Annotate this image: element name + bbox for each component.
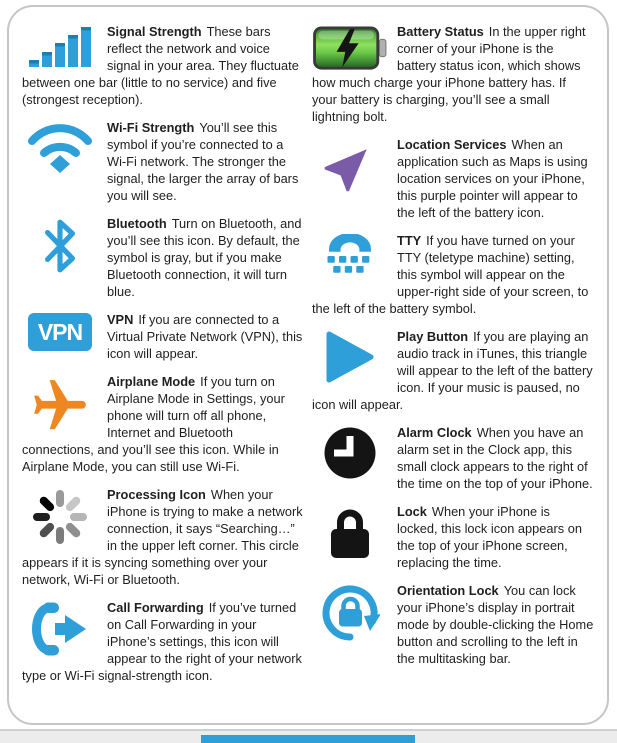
next-page-edge-bar (201, 735, 415, 743)
entry-call-forwarding (22, 599, 304, 684)
item-description: Turn on Bluetooth, and you’ll see this icon. By default, the symbol is gray, but if you make Bluetooth connection, it will turn blue. (107, 216, 302, 299)
item-title: TTY (397, 233, 422, 248)
entry-lock (312, 503, 594, 571)
icon-box (312, 505, 388, 561)
item-title: Airplane Mode (107, 374, 196, 389)
item-title: Processing Icon (107, 487, 206, 502)
bluetooth-icon (44, 217, 76, 275)
entry-wifi-strength (22, 119, 304, 204)
vpn-badge-icon: VPN (28, 313, 92, 351)
item-description: If you turn on Airplane Mode in Settings, your phone will turn off all phone, Internet and Bluetooth connections, and you’ll see this icon. While in Airplane Mode, you can still use Wi-Fi. (22, 374, 285, 474)
airplane-icon (29, 375, 91, 437)
icon-box (22, 25, 98, 67)
item-description: When an application such as Maps is using location services on your iPhone, this purple pointer will appear to the left of the battery icon. (397, 137, 588, 220)
lock-icon (327, 505, 373, 561)
item-title: Signal Strength (107, 24, 202, 39)
entry-location-services (312, 136, 594, 221)
tty-icon (325, 234, 375, 278)
icon-box (312, 584, 388, 642)
item-description: If you’ve turned on Call Forwarding in your iPhone’s settings, this icon will appear to the right of your network type or Wi-Fi signal-strength icon. (22, 600, 302, 683)
icon-box (22, 488, 98, 546)
item-title: Call Forwarding (107, 600, 204, 615)
entry-orientation-lock (312, 582, 594, 667)
entry-processing (22, 486, 304, 588)
processing-spinner-icon (31, 488, 89, 546)
item-title: Battery Status (397, 24, 484, 39)
item-description: In the upper right corner of your iPhone is the battery status icon, which shows how much charge your iPhone battery has. If your battery is charging, you’ll see a small lightning bolt. (312, 24, 586, 124)
item-description: If you are connected to a Virtual Private Network (VPN), this icon will appear. (107, 312, 303, 361)
orientation-lock-icon (320, 584, 380, 642)
entry-bluetooth (22, 215, 304, 300)
icon-box (22, 121, 98, 173)
item-description: When your iPhone is trying to make a network connection, it says “Searching…” in the upper left corner. This circle appears if it is syncing something over your network, Wi-Fi or Bluetooth. (22, 487, 303, 587)
item-title: VPN (107, 312, 134, 327)
item-title: Play Button (397, 329, 469, 344)
battery-charging-icon (312, 25, 388, 71)
call-forwarding-icon (28, 601, 92, 657)
entry-signal-strength (22, 23, 304, 108)
icon-box (22, 217, 98, 275)
entry-battery-status (312, 23, 594, 125)
entry-tty (312, 232, 594, 317)
icon-box (312, 138, 388, 194)
wifi-icon (28, 121, 92, 173)
item-description: If you are playing an audio track in iTunes, this triangle will appear to the left of the battery icon. If your music is paused, no icon will appear. (312, 329, 593, 412)
icons-reference-card (7, 5, 609, 725)
item-description: When you have an alarm set in the Clock app, this small clock appears to the right of the time on the top of your iPhone. (397, 425, 593, 491)
entry-airplane-mode (22, 373, 304, 475)
item-title: Alarm Clock (397, 425, 472, 440)
item-title: Lock (397, 504, 427, 519)
signal-strength-bars-icon (29, 25, 91, 67)
icon-box (22, 601, 98, 657)
item-description: When your iPhone is locked, this lock icon appears on the top of your iPhone screen, replacing the time. (397, 504, 582, 570)
item-title: Orientation Lock (397, 583, 499, 598)
left-column (22, 23, 304, 695)
two-column-layout (22, 23, 594, 695)
icon-box (22, 375, 98, 437)
item-title: Wi-Fi Strength (107, 120, 195, 135)
location-pointer-icon (323, 138, 377, 194)
right-column (312, 23, 594, 695)
play-triangle-icon (326, 330, 374, 384)
icon-box (312, 234, 388, 278)
entry-alarm-clock (312, 424, 594, 492)
item-description: If you have turned on your TTY (teletype machine) setting, this symbol will appear on the upper-right side of your screen, to the left of the battery symbol. (312, 233, 589, 316)
entry-play-button (312, 328, 594, 413)
icon-box (312, 25, 388, 71)
item-description: You can lock your iPhone’s display in portrait mode by double-clicking the Home button and scrolling to the left in the multitasking bar. (397, 583, 594, 666)
icon-box (312, 426, 388, 480)
entry-vpn (22, 311, 304, 362)
item-description: These bars reflect the network and voice signal in your area. They fluctuate between one bar (little to no service) and five (strongest reception). (22, 24, 299, 107)
icon-box (312, 330, 388, 384)
alarm-clock-icon (323, 426, 377, 480)
item-title: Bluetooth (107, 216, 167, 231)
item-description: You’ll see this symbol if you’re connected to a Wi-Fi network. The stronger the signal, the larger the array of bars you will see. (107, 120, 299, 203)
icon-box (22, 313, 98, 351)
item-title: Location Services (397, 137, 507, 152)
